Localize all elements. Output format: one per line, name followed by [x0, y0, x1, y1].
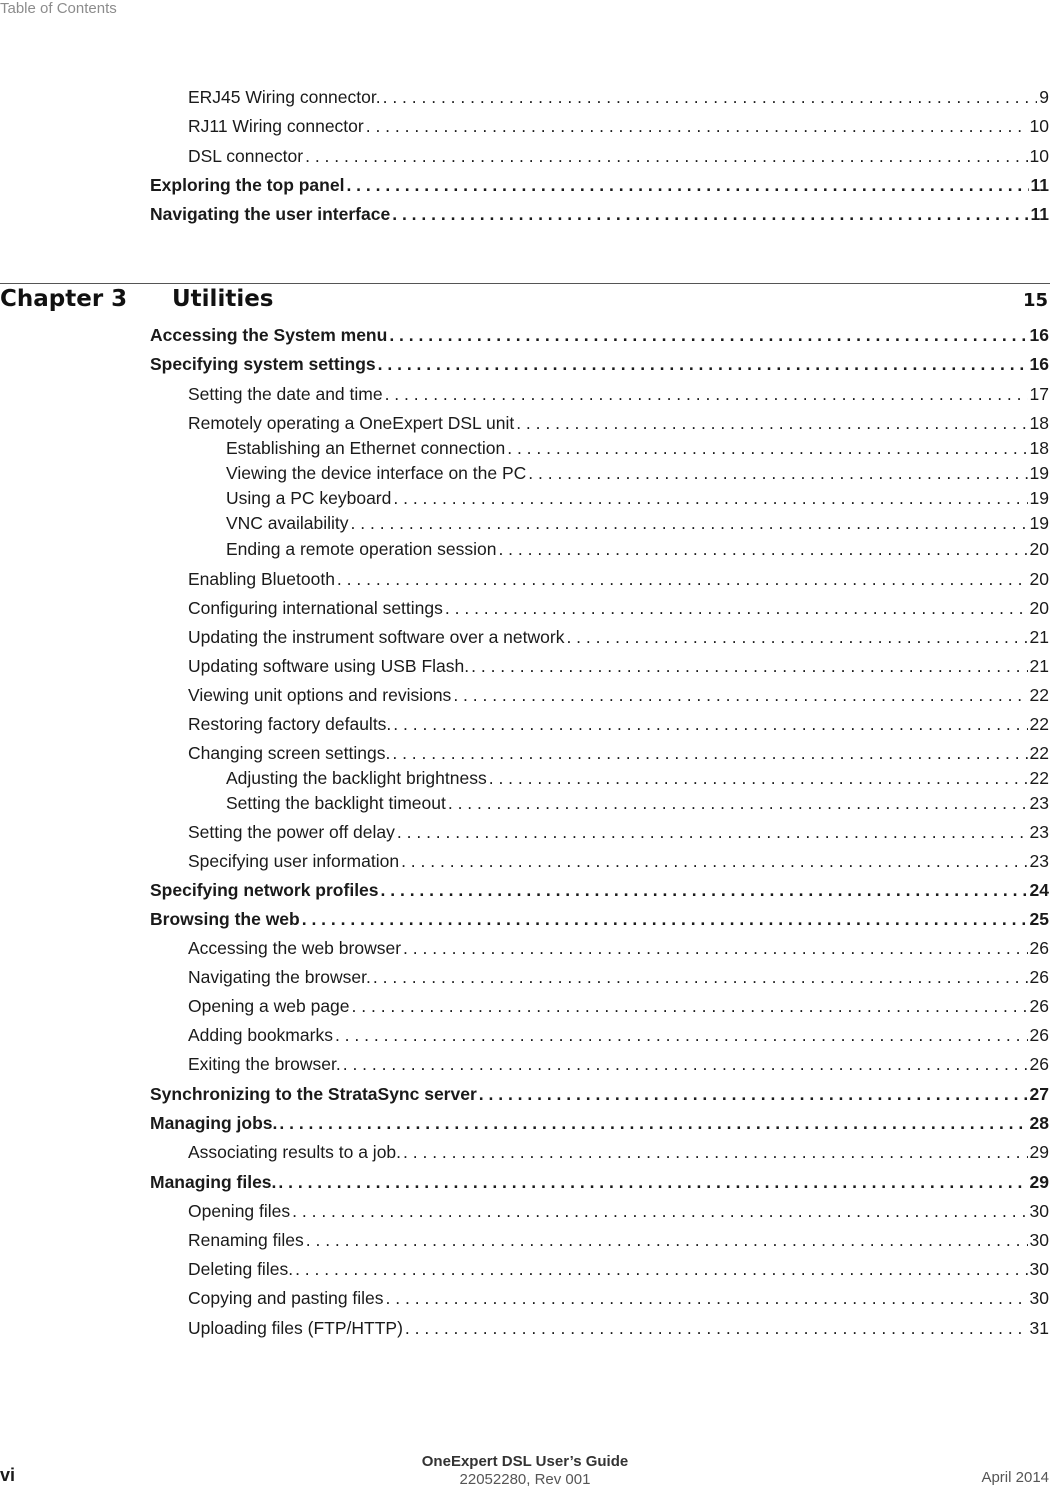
- toc-entry[interactable]: [188, 567, 1049, 591]
- toc-entry-title: Accessing the System menu: [150, 325, 388, 345]
- toc-entry-title: Setting the date and time: [188, 384, 383, 404]
- dot-leader: [397, 820, 1028, 844]
- toc-entry-title: VNC availability: [226, 513, 349, 533]
- toc-entry-title: Changing screen settings.: [188, 743, 391, 763]
- toc-entry-title: Navigating the browser.: [188, 967, 371, 987]
- toc-entry-title: Specifying system settings: [150, 354, 376, 374]
- toc-entry[interactable]: [226, 537, 1049, 561]
- dot-leader: [337, 567, 1028, 591]
- toc-entry-page: 19: [1029, 513, 1049, 533]
- toc-entry-page: 18: [1029, 438, 1049, 458]
- dot-leader: [405, 1316, 1028, 1340]
- toc-entry-page: 18: [1029, 413, 1049, 433]
- toc-entry[interactable]: [188, 994, 1049, 1018]
- toc-entry-title: Setting the backlight timeout: [226, 793, 446, 813]
- toc-entry-title: Specifying user information: [188, 851, 400, 871]
- toc-entry-page: 30: [1029, 1288, 1049, 1308]
- dot-leader: [392, 202, 1028, 226]
- toc-entry-page: 10: [1029, 116, 1049, 136]
- toc-entry-title: Using a PC keyboard: [226, 488, 392, 508]
- dot-leader: [489, 766, 1028, 790]
- toc-entry-title: Browsing the web: [150, 909, 300, 929]
- dot-leader: [279, 1111, 1027, 1135]
- toc-entry-title: Opening files: [188, 1201, 291, 1221]
- toc-entry-title: Managing files.: [150, 1172, 277, 1192]
- toc-entry-page: 26: [1029, 967, 1049, 987]
- toc-entry-title: Navigating the user interface: [150, 204, 391, 224]
- toc-entry-title: Enabling Bluetooth: [188, 569, 335, 589]
- toc-entry-title: RJ11 Wiring connector: [188, 116, 364, 136]
- running-head: Table of Contents: [0, 0, 117, 17]
- toc-entry-page: 26: [1029, 938, 1049, 958]
- toc-entry-title: Deleting files.: [188, 1259, 294, 1279]
- toc-entry[interactable]: [188, 936, 1049, 960]
- toc-entry-title: Synchronizing to the StrataSync server: [150, 1084, 477, 1104]
- dot-leader: [378, 352, 1028, 376]
- toc-entry-page: 22: [1029, 768, 1049, 788]
- dot-leader: [448, 791, 1028, 815]
- dot-leader: [335, 1023, 1028, 1047]
- toc-entry[interactable]: [188, 1257, 1049, 1281]
- toc-entry[interactable]: [188, 654, 1049, 678]
- toc-entry-title: Exiting the browser.: [188, 1054, 341, 1074]
- toc-entry-page: 10: [1029, 146, 1049, 166]
- chapter-label: Chapter 3: [0, 286, 128, 312]
- footer-document-info: [375, 1453, 675, 1489]
- toc-entry[interactable]: [188, 1023, 1049, 1047]
- toc-entry[interactable]: [150, 1082, 1049, 1106]
- toc-entry-page: 27: [1029, 1084, 1049, 1104]
- toc-entry[interactable]: [188, 1052, 1049, 1076]
- toc-entry[interactable]: [150, 1170, 1049, 1194]
- toc-entry-page: 22: [1029, 743, 1049, 763]
- publication-date: April 2014: [981, 1469, 1049, 1486]
- dot-leader: [389, 323, 1027, 347]
- dot-leader: [343, 1052, 1028, 1076]
- toc-entry[interactable]: [226, 511, 1049, 535]
- dot-leader: [393, 712, 1027, 736]
- dot-leader: [292, 1199, 1027, 1223]
- toc-entry[interactable]: [226, 436, 1049, 460]
- toc-entry-title: Updating software using USB Flash.: [188, 656, 470, 676]
- toc-entry[interactable]: [226, 461, 1049, 485]
- dot-leader: [381, 878, 1028, 902]
- dot-leader: [295, 1257, 1027, 1281]
- toc-entry-title: Copying and pasting files: [188, 1288, 384, 1308]
- toc-entry-page: 22: [1029, 714, 1049, 734]
- dot-leader: [403, 1140, 1028, 1164]
- toc-entry-title: Specifying network profiles: [150, 880, 379, 900]
- toc-entry[interactable]: [150, 323, 1049, 347]
- toc-entry-page: 16: [1029, 325, 1049, 345]
- toc-entry-title: Renaming files: [188, 1230, 304, 1250]
- toc-entry-title: Accessing the web browser: [188, 938, 402, 958]
- toc-entry-title: Associating results to a job.: [188, 1142, 402, 1162]
- toc-entry-page: 26: [1029, 996, 1049, 1016]
- toc-entry-title: Setting the power off delay: [188, 822, 395, 842]
- dot-leader: [373, 965, 1028, 989]
- toc-entry-title: Configuring international settings: [188, 598, 443, 618]
- toc-entry[interactable]: [226, 766, 1049, 790]
- toc-entry-page: 21: [1029, 627, 1049, 647]
- toc-entry-title: Remotely operating a OneExpert DSL unit: [188, 413, 515, 433]
- dot-leader: [385, 382, 1028, 406]
- toc-entry[interactable]: [226, 486, 1049, 510]
- toc-entry-page: 9: [1039, 87, 1049, 107]
- toc-entry-page: 24: [1029, 880, 1049, 900]
- toc-entry-page: 25: [1029, 909, 1049, 929]
- toc-entry-title: Establishing an Ethernet connection: [226, 438, 506, 458]
- toc-entry-page: 30: [1029, 1201, 1049, 1221]
- toc-entry-title: ERJ45 Wiring connector.: [188, 87, 381, 107]
- toc-entry-page: 29: [1029, 1172, 1049, 1192]
- toc-entry[interactable]: [188, 741, 1049, 765]
- dot-leader: [352, 994, 1028, 1018]
- toc-entry-page: 28: [1029, 1113, 1049, 1133]
- toc-entry[interactable]: [188, 1228, 1049, 1252]
- toc-entry[interactable]: [188, 1316, 1049, 1340]
- toc-entry[interactable]: [188, 849, 1049, 873]
- toc-entry-title: Managing jobs.: [150, 1113, 278, 1133]
- toc-entry-title: Opening a web page: [188, 996, 350, 1016]
- toc-entry[interactable]: [188, 1140, 1049, 1164]
- toc-entry-page: 23: [1029, 822, 1049, 842]
- chapter-heading[interactable]: [0, 286, 1048, 318]
- toc-entry[interactable]: [150, 202, 1049, 226]
- page-folio: vi: [0, 1465, 16, 1485]
- dot-leader: [498, 537, 1027, 561]
- dot-leader: [302, 907, 1028, 931]
- toc-entry-title: Restoring factory defaults.: [188, 714, 392, 734]
- dot-leader: [386, 1286, 1028, 1310]
- toc-entry-title: Adjusting the backlight brightness: [226, 768, 487, 788]
- dot-leader: [401, 849, 1027, 873]
- toc-entry[interactable]: [150, 1111, 1049, 1135]
- toc-entry-page: 11: [1030, 175, 1049, 195]
- document-number: 22052280, Rev 001: [459, 1471, 591, 1488]
- toc-entry-page: 31: [1029, 1318, 1049, 1338]
- toc-entry-page: 19: [1029, 463, 1049, 483]
- toc-entry[interactable]: [188, 820, 1049, 844]
- toc-entry-page: 23: [1029, 793, 1049, 813]
- toc-entry-page: 26: [1029, 1025, 1049, 1045]
- dot-leader: [516, 411, 1027, 435]
- dot-leader: [351, 511, 1028, 535]
- dot-leader: [507, 436, 1027, 460]
- toc-entry[interactable]: [150, 907, 1049, 931]
- toc-entry-title: Ending a remote operation session: [226, 539, 497, 559]
- toc-entry[interactable]: [188, 965, 1049, 989]
- toc-entry[interactable]: [188, 411, 1049, 435]
- toc-entry[interactable]: [226, 791, 1049, 815]
- chapter-divider: [0, 283, 1050, 284]
- toc-entry[interactable]: [188, 382, 1049, 406]
- toc-entry[interactable]: [188, 114, 1049, 138]
- toc-entry-page: 26: [1029, 1054, 1049, 1074]
- toc-entry[interactable]: [150, 173, 1049, 197]
- toc-entry-page: 30: [1029, 1259, 1049, 1279]
- dot-leader: [366, 114, 1028, 138]
- chapter-page-number: 15: [1022, 290, 1048, 311]
- toc-entry[interactable]: [188, 596, 1049, 620]
- toc-entry[interactable]: [188, 144, 1049, 168]
- toc-entry-page: 17: [1029, 384, 1049, 404]
- toc-entry[interactable]: [188, 712, 1049, 736]
- dot-leader: [453, 683, 1027, 707]
- toc-entry[interactable]: [150, 878, 1049, 902]
- toc-entry-page: 20: [1029, 569, 1049, 589]
- toc-entry-title: Viewing unit options and revisions: [188, 685, 452, 705]
- toc-entry-page: 20: [1029, 598, 1049, 618]
- toc-entry[interactable]: [188, 625, 1049, 649]
- toc-entry-title: Updating the instrument software over a network: [188, 627, 565, 647]
- toc-entry[interactable]: [188, 1199, 1049, 1223]
- toc-entry-page: 21: [1029, 656, 1049, 676]
- dot-leader: [306, 1228, 1028, 1252]
- chapter-title: Utilities: [172, 286, 274, 312]
- toc-entry-page: 19: [1029, 488, 1049, 508]
- dot-leader: [278, 1170, 1027, 1194]
- dot-leader: [392, 741, 1027, 765]
- dot-leader: [383, 85, 1038, 109]
- toc-entry[interactable]: [188, 85, 1049, 109]
- toc-entry-title: Adding bookmarks: [188, 1025, 333, 1045]
- toc-entry[interactable]: [188, 683, 1049, 707]
- dot-leader: [471, 654, 1027, 678]
- dot-leader: [566, 625, 1027, 649]
- toc-entry-page: 22: [1029, 685, 1049, 705]
- toc-entry-page: 16: [1029, 354, 1049, 374]
- dot-leader: [393, 486, 1027, 510]
- dot-leader: [346, 173, 1028, 197]
- toc-entry[interactable]: [150, 352, 1049, 376]
- toc-entry-title: Uploading files (FTP/HTTP): [188, 1318, 403, 1338]
- toc-entry-page: 29: [1029, 1142, 1049, 1162]
- dot-leader: [305, 144, 1027, 168]
- toc-entry-title: Exploring the top panel: [150, 175, 345, 195]
- toc-entry-title: Viewing the device interface on the PC: [226, 463, 527, 483]
- dot-leader: [528, 461, 1027, 485]
- toc-entry-title: DSL connector: [188, 146, 304, 166]
- toc-entry-page: 20: [1029, 539, 1049, 559]
- toc-entry-page: 11: [1030, 204, 1049, 224]
- toc-entry[interactable]: [188, 1286, 1049, 1310]
- dot-leader: [479, 1082, 1028, 1106]
- toc-entry-page: 30: [1029, 1230, 1049, 1250]
- dot-leader: [445, 596, 1028, 620]
- dot-leader: [403, 936, 1028, 960]
- guide-title: OneExpert DSL User’s Guide: [421, 1453, 629, 1470]
- toc-entry-page: 23: [1029, 851, 1049, 871]
